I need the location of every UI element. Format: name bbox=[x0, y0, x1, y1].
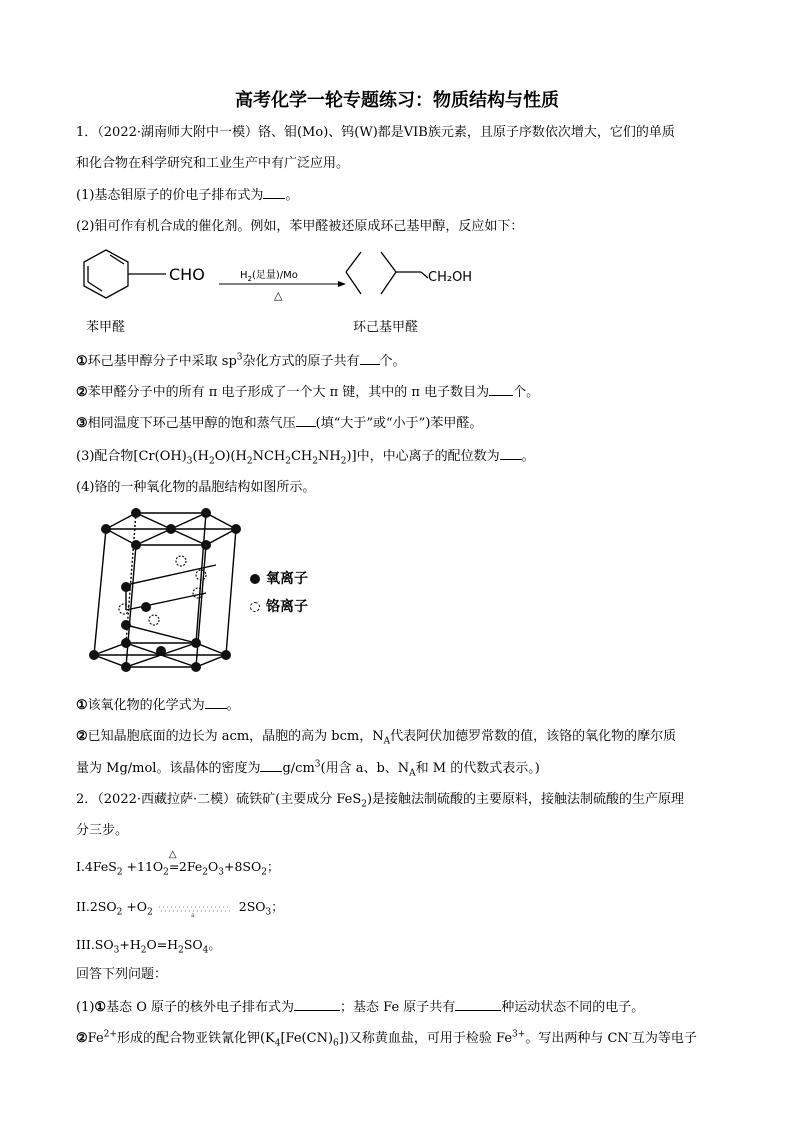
answer-blank bbox=[260, 759, 282, 772]
heat-symbol: △ bbox=[168, 849, 177, 860]
q2-part-1 bbox=[76, 998, 726, 1017]
q1-sub-3 bbox=[76, 414, 726, 433]
item-marker: ② bbox=[76, 729, 88, 744]
subscript: 2 bbox=[340, 456, 347, 467]
subscript: A bbox=[383, 736, 391, 747]
reaction-scheme bbox=[76, 244, 496, 306]
eq-part: III.SO bbox=[76, 937, 114, 952]
q1-sub-1-text-b: 杂化方式的原子共有 bbox=[242, 354, 360, 369]
subscript: 2 bbox=[116, 867, 123, 878]
text: 互为等电子 bbox=[631, 1031, 697, 1046]
eq-part: +H bbox=[119, 937, 141, 952]
benzene-ring-structure bbox=[84, 250, 166, 298]
legend-oxide-label: 氧离子 bbox=[266, 571, 308, 587]
cyclohexyl-label: 环己基甲醛 bbox=[353, 320, 419, 335]
reaction-condition-h: $H_2$(足量)/Mo bbox=[240, 270, 298, 283]
answer-blank bbox=[263, 186, 285, 199]
subscript: 2 bbox=[261, 867, 267, 878]
superscript: 3 bbox=[236, 352, 243, 363]
q1-sub-1 bbox=[76, 352, 726, 371]
q1-sub-3-text: 相同温度下环己基甲醇的饱和蒸气压 bbox=[87, 416, 296, 431]
q1-part-1-text: (1)基态钼原子的价电子排布式为 bbox=[76, 188, 264, 203]
item-marker: ① bbox=[76, 698, 88, 713]
formula-part: NH bbox=[318, 449, 341, 464]
q1-sub-3-end: (填“大于”或“小于”)苯甲醛。 bbox=[315, 416, 483, 431]
formula-end: 。 bbox=[521, 449, 535, 464]
answer-blank bbox=[500, 447, 522, 460]
text: 和 M 的代数式表示。) bbox=[415, 761, 540, 776]
eq-part: 。 bbox=[208, 937, 221, 952]
q1-sub-1-end: 个。 bbox=[379, 354, 406, 369]
heat-symbol: △ bbox=[274, 289, 283, 302]
subscript: 3 bbox=[265, 907, 272, 918]
superscript: 3+ bbox=[512, 1029, 526, 1040]
q2-line-1 bbox=[76, 791, 726, 809]
answer-blank bbox=[455, 998, 501, 1011]
formula-part: NCH bbox=[252, 449, 286, 464]
text: 。写出两种与 CN bbox=[525, 1031, 629, 1046]
item-marker: ② bbox=[76, 1031, 88, 1046]
equation-1 bbox=[76, 849, 726, 878]
text: 代表阿伏加德罗常数的值，该铬的氧化物的摩尔质 bbox=[390, 729, 677, 744]
q2-part-2 bbox=[76, 1030, 726, 1048]
q1-part-4-sub-1-text: 该氧化物的化学式为 bbox=[87, 698, 205, 713]
eq-part: +11O bbox=[122, 859, 164, 874]
reaction-arrow bbox=[219, 281, 346, 287]
subscript: 2 bbox=[361, 799, 367, 810]
ch2oh-group-label: CH₂OH bbox=[428, 270, 473, 285]
q1-sub-2-text: 苯甲醛分子中的所有 π 电子形成了一个大 π 键，其中的 π 电子数目为 bbox=[87, 385, 490, 400]
subscript: 4 bbox=[202, 945, 209, 956]
text: Fe bbox=[87, 1031, 104, 1046]
eq-part: II.2SO bbox=[76, 899, 117, 914]
subscript: 2 bbox=[116, 907, 123, 918]
subscript: 3 bbox=[186, 456, 193, 467]
benzaldehyde-label: 苯甲醛 bbox=[86, 320, 126, 335]
text: [Fe(CN) bbox=[280, 1031, 334, 1046]
text: (用含 a、b、N bbox=[320, 761, 410, 776]
eq-part: I.4FeS bbox=[76, 859, 117, 874]
text: 2．（2022·西藏拉萨·二模）硫铁矿(主要成分 FeS bbox=[76, 792, 362, 807]
eq-part: O bbox=[207, 859, 219, 874]
subscript: 2 bbox=[178, 945, 184, 956]
subscript: 2 bbox=[285, 456, 291, 467]
q1-part-4-sub-1 bbox=[76, 696, 726, 715]
eq-part: +O bbox=[122, 899, 148, 914]
legend-chromium bbox=[250, 596, 308, 616]
q1-part-2: (2)钼可作有机合成的催化剂。例如，苯甲醛被还原成环己基甲醇，反应如下： bbox=[76, 219, 524, 234]
text: 形成的配合物亚铁氰化钾(K bbox=[116, 1031, 275, 1046]
answer-blank bbox=[489, 383, 513, 396]
q1-sub-2 bbox=[76, 383, 726, 402]
q2-line-2: 分三步。 bbox=[76, 823, 129, 838]
superscript: 2+ bbox=[103, 1029, 117, 1040]
formula-part: )]中，中心离子的配位数为 bbox=[346, 449, 500, 464]
equation-2 bbox=[76, 898, 726, 916]
page-title: 高考化学一轮专题练习：物质结构与性质 bbox=[235, 90, 559, 111]
formula-part: CH bbox=[290, 449, 313, 464]
eq-part: O=H bbox=[146, 937, 179, 952]
text: 基态 O 原子的核外电子排布式为 bbox=[106, 1000, 295, 1015]
eq-part: SO bbox=[183, 937, 203, 952]
equation-3 bbox=[76, 936, 726, 954]
subscript: 6 bbox=[333, 1038, 339, 1049]
formula-part: (3)配合物[Cr(OH) bbox=[76, 449, 187, 464]
text: )是接触法制硫酸的主要原料，接触法制硫酸的生产原理 bbox=[366, 792, 685, 807]
eq-part: 2SO bbox=[238, 899, 266, 914]
formula-part: O)(H bbox=[214, 449, 247, 464]
item-marker: ② bbox=[76, 385, 88, 400]
eq-part: +8SO bbox=[223, 859, 262, 874]
superscript: - bbox=[628, 1029, 632, 1040]
q1-part-4-sub-2-cont bbox=[76, 759, 726, 778]
superscript: 3 bbox=[314, 759, 321, 770]
q1-sub-1-text: 环己基甲醇分子中采取 sp bbox=[87, 354, 237, 369]
text: 量为 Mg/mol。该晶体的密度为 bbox=[76, 761, 261, 776]
svg-text:a: a bbox=[190, 911, 195, 917]
cyclohexane-ring-structure bbox=[346, 252, 428, 294]
text: 已知晶胞底面的边长为 acm，晶胞的高为 bcm，N bbox=[87, 729, 384, 744]
heat-equals-sign: △ = bbox=[169, 858, 179, 876]
reversible-arrow-icon bbox=[157, 901, 235, 917]
filled-circle-icon bbox=[250, 574, 260, 584]
legend-oxide bbox=[250, 568, 308, 588]
q1-part-3 bbox=[76, 447, 726, 466]
q1-sub-2-end: 个。 bbox=[513, 385, 540, 400]
subscript: 2 bbox=[312, 456, 318, 467]
subscript: 2 bbox=[163, 867, 169, 878]
answer-blank bbox=[296, 414, 316, 427]
subscript: 4 bbox=[274, 1038, 281, 1049]
q1-part-4: (4)铬的一种氧化物的晶胞结构如图所示。 bbox=[76, 480, 316, 495]
dashed-circle-icon bbox=[250, 602, 260, 612]
text: ])又称黄血盐，可用于检验 Fe bbox=[338, 1031, 513, 1046]
text: ；基态 Fe 原子共有 bbox=[340, 1000, 456, 1015]
subscript: 3 bbox=[113, 945, 120, 956]
q2-prompt: 回答下列问题： bbox=[76, 967, 168, 982]
eq-part: 2Fe bbox=[178, 859, 203, 874]
text: g/cm bbox=[282, 761, 315, 776]
q1-part-1 bbox=[76, 186, 726, 205]
item-marker: ① bbox=[94, 1000, 107, 1015]
cho-group-label: CHO bbox=[169, 265, 205, 284]
q1-part-1-end: 。 bbox=[285, 188, 299, 203]
subscript: 2 bbox=[208, 456, 215, 467]
crystal-cell-diagram bbox=[86, 505, 246, 675]
formula-part: (H bbox=[192, 449, 209, 464]
subscript: 2 bbox=[140, 945, 147, 956]
q1-line-2: 和化合物在科学研究和工业生产中有广泛应用。 bbox=[76, 156, 350, 171]
subscript: A bbox=[409, 768, 416, 779]
q1-part-4-sub-2 bbox=[76, 728, 726, 746]
q1-line-1: 1．（2022·湖南师大附中一模）铬、钼(Mo)、钨(W)都是VIB族元素，且原子序数依次增大，它们的单质 bbox=[76, 125, 675, 140]
eq-part: ； bbox=[266, 859, 280, 874]
answer-blank bbox=[360, 352, 380, 365]
subscript: 2 bbox=[147, 907, 153, 918]
eq-part: ； bbox=[271, 899, 284, 914]
q1-part-4-sub-1-end: 。 bbox=[226, 698, 240, 713]
answer-blank bbox=[205, 696, 227, 709]
subscript: 2 bbox=[202, 867, 208, 878]
subscript: 2 bbox=[246, 456, 253, 467]
subscript: 3 bbox=[218, 867, 224, 878]
answer-blank bbox=[294, 998, 340, 1011]
item-marker: ① bbox=[76, 354, 88, 369]
item-marker: ③ bbox=[76, 416, 88, 431]
reversible-arrow bbox=[157, 901, 235, 915]
legend-chromium-label: 铬离子 bbox=[266, 599, 308, 615]
text: (1) bbox=[76, 1000, 95, 1015]
text: 种运动状态不同的电子。 bbox=[501, 1000, 645, 1015]
